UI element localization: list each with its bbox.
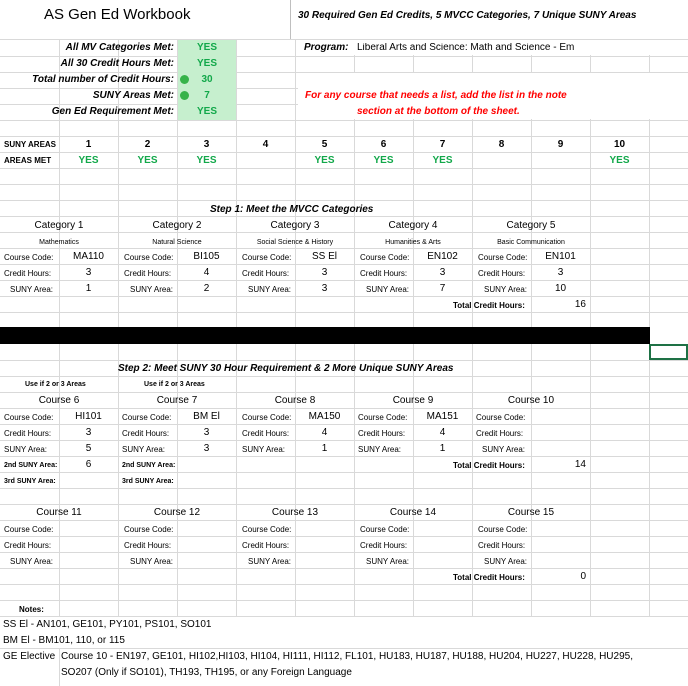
course-code-label: Course Code: bbox=[478, 253, 528, 262]
category-1-title: Category 1 bbox=[34, 220, 84, 231]
category-3-hours[interactable]: 3 bbox=[321, 267, 328, 278]
suny-area-label: SUNY Area: bbox=[358, 445, 401, 454]
course-code-label: Course Code: bbox=[122, 413, 172, 422]
course-code-label: Course Code: bbox=[360, 253, 410, 262]
course-6-code[interactable]: HI101 bbox=[75, 411, 102, 422]
course-code-label: Course Code: bbox=[4, 525, 54, 534]
course-7-area[interactable]: 3 bbox=[203, 443, 210, 454]
note-ss-elective: SS El - AN101, GE101, PY101, PS101, SO101 bbox=[3, 619, 212, 630]
suny-area-met: YES bbox=[373, 155, 394, 166]
category-3-code[interactable]: SS El bbox=[311, 251, 337, 262]
category-4-area[interactable]: 7 bbox=[439, 283, 446, 294]
total-credit-hours-label: Total Credit Hours: bbox=[453, 461, 525, 470]
course-7-hours[interactable]: 3 bbox=[203, 427, 210, 438]
suny-area-label: SUNY Area: bbox=[130, 285, 173, 294]
category-2-hours[interactable]: 4 bbox=[203, 267, 210, 278]
category-5-subject: Basic Communication bbox=[497, 239, 565, 246]
category-2-subject: Natural Science bbox=[152, 239, 202, 246]
status-value-gen-ed: YES bbox=[196, 106, 217, 117]
suny-area-number: 7 bbox=[439, 139, 446, 150]
program-value[interactable]: Liberal Arts and Science: Math and Science - Em bbox=[357, 43, 575, 53]
course-code-label: Course Code: bbox=[4, 253, 54, 262]
ge-elective-list-line-2: SO207 (Only if SO101), TH193, TH195, or any Foreign Language bbox=[61, 667, 352, 678]
total-credit-hours-step-2b: 0 bbox=[580, 571, 586, 582]
course-code-label: Course Code: bbox=[360, 525, 410, 534]
suny-area-met: YES bbox=[137, 155, 158, 166]
course-code-label: Course Code: bbox=[242, 525, 292, 534]
course-9-code[interactable]: MA151 bbox=[426, 411, 459, 422]
suny-area-met: YES bbox=[78, 155, 99, 166]
suny-areas-label: SUNY AREAS bbox=[4, 140, 57, 149]
status-label-credits: All 30 Credit Hours Met: bbox=[60, 58, 174, 69]
second-suny-area-label: 2nd SUNY Area: bbox=[122, 462, 176, 469]
course-8-hours[interactable]: 4 bbox=[321, 427, 328, 438]
status-value-mv: YES bbox=[196, 42, 217, 53]
course-6-title: Course 6 bbox=[38, 395, 80, 406]
green-status-dot-icon bbox=[180, 75, 189, 84]
credit-hours-label: Credit Hours: bbox=[478, 541, 526, 550]
suny-area-number: 9 bbox=[557, 139, 564, 150]
course-11-title: Course 11 bbox=[36, 507, 82, 518]
category-1-hours[interactable]: 3 bbox=[85, 267, 92, 278]
green-status-dot-icon bbox=[180, 91, 189, 100]
suny-area-number: 8 bbox=[498, 139, 505, 150]
list-note-line-1: For any course that needs a list, add the list in the note bbox=[305, 90, 567, 101]
suny-area-label: SUNY Area: bbox=[484, 557, 527, 566]
total-credit-hours-label: Total Credit Hours: bbox=[453, 573, 525, 582]
suny-area-met: YES bbox=[314, 155, 335, 166]
suny-area-label: SUNY Area: bbox=[130, 557, 173, 566]
credit-hours-label: Credit Hours: bbox=[478, 269, 526, 278]
course-13-title: Course 13 bbox=[271, 507, 319, 518]
course-code-label: Course Code: bbox=[358, 413, 408, 422]
course-8-area[interactable]: 1 bbox=[321, 443, 328, 454]
category-1-code[interactable]: MA110 bbox=[73, 251, 104, 262]
suny-area-number: 3 bbox=[203, 139, 210, 150]
suny-area-label: SUNY Area: bbox=[122, 445, 165, 454]
category-1-subject: Mathematics bbox=[39, 239, 79, 246]
use-if-note-course-6: Use if 2 or 3 Areas bbox=[25, 381, 86, 388]
suny-area-number: 5 bbox=[321, 139, 328, 150]
course-6-hours[interactable]: 3 bbox=[85, 427, 92, 438]
credit-hours-label: Credit Hours: bbox=[476, 429, 524, 438]
course-code-label: Course Code: bbox=[242, 413, 292, 422]
suny-area-number: 10 bbox=[613, 139, 626, 150]
course-code-label: Course Code: bbox=[242, 253, 292, 262]
category-5-area[interactable]: 10 bbox=[554, 283, 567, 294]
requirements-header: 30 Required Gen Ed Credits, 5 MVCC Categories, 7 Unique SUNY Areas bbox=[298, 10, 637, 21]
third-suny-area-label: 3rd SUNY Area: bbox=[122, 478, 174, 485]
credit-hours-label: Credit Hours: bbox=[4, 541, 52, 550]
course-6-area-2[interactable]: 6 bbox=[85, 459, 92, 470]
category-4-hours[interactable]: 3 bbox=[439, 267, 446, 278]
use-if-note-course-7: Use if 2 or 3 Areas bbox=[144, 381, 205, 388]
third-suny-area-label: 3rd SUNY Area: bbox=[4, 478, 56, 485]
credit-hours-label: Credit Hours: bbox=[242, 429, 290, 438]
status-label-gen-ed: Gen Ed Requirement Met: bbox=[51, 106, 174, 117]
credit-hours-label: Credit Hours: bbox=[4, 269, 52, 278]
credit-hours-label: Credit Hours: bbox=[358, 429, 406, 438]
second-suny-area-label: 2nd SUNY Area: bbox=[4, 462, 58, 469]
suny-area-number: 4 bbox=[262, 139, 269, 150]
category-5-title: Category 5 bbox=[506, 220, 556, 231]
step-2-heading: Step 2: Meet SUNY 30 Hour Requirement & 2 More Unique SUNY Areas bbox=[118, 363, 454, 374]
suny-area-met: YES bbox=[609, 155, 630, 166]
suny-area-label: SUNY Area: bbox=[4, 445, 47, 454]
step-1-heading: Step 1: Meet the MVCC Categories bbox=[210, 204, 374, 215]
status-label-mv: All MV Categories Met: bbox=[65, 42, 174, 53]
course-9-hours[interactable]: 4 bbox=[439, 427, 446, 438]
suny-area-label: SUNY Area: bbox=[10, 285, 53, 294]
course-12-title: Course 12 bbox=[153, 507, 201, 518]
status-value-suny-areas: 7 bbox=[204, 90, 210, 101]
suny-area-label: SUNY Area: bbox=[482, 445, 525, 454]
suny-area-label: SUNY Area: bbox=[366, 557, 409, 566]
total-credit-hours-step-1: 16 bbox=[574, 299, 586, 310]
ge-elective-label: GE Elective bbox=[3, 651, 56, 662]
category-1-area[interactable]: 1 bbox=[85, 283, 92, 294]
credit-hours-label: Credit Hours: bbox=[4, 429, 52, 438]
course-6-area[interactable]: 5 bbox=[85, 443, 92, 454]
suny-area-label: SUNY Area: bbox=[10, 557, 53, 566]
credit-hours-label: Credit Hours: bbox=[242, 541, 290, 550]
credit-hours-label: Credit Hours: bbox=[122, 429, 170, 438]
note-bm-elective: BM El - BM101, 110, or 115 bbox=[3, 635, 125, 646]
total-credit-hours-step-2a: 14 bbox=[574, 459, 586, 470]
course-7-title: Course 7 bbox=[156, 395, 198, 406]
notes-label: Notes: bbox=[19, 605, 44, 614]
status-label-suny-areas: SUNY Areas Met: bbox=[92, 90, 174, 101]
course-code-label: Course Code: bbox=[124, 253, 174, 262]
suny-area-number: 1 bbox=[85, 139, 92, 150]
suny-area-label: SUNY Area: bbox=[248, 285, 291, 294]
status-label-total-hours: Total number of Credit Hours: bbox=[32, 74, 174, 85]
course-15-title: Course 15 bbox=[507, 507, 555, 518]
suny-area-number: 6 bbox=[380, 139, 387, 150]
suny-area-met: YES bbox=[196, 155, 217, 166]
status-value-credits: YES bbox=[196, 58, 217, 69]
course-10-title: Course 10 bbox=[507, 395, 555, 406]
section-divider-bar bbox=[0, 327, 650, 344]
status-value-total-hours: 30 bbox=[201, 74, 213, 85]
suny-area-label: SUNY Area: bbox=[366, 285, 409, 294]
course-code-label: Course Code: bbox=[4, 413, 54, 422]
suny-area-number: 2 bbox=[144, 139, 151, 150]
selected-cell[interactable] bbox=[649, 344, 688, 360]
suny-area-label: SUNY Area: bbox=[484, 285, 527, 294]
course-code-label: Course Code: bbox=[476, 413, 526, 422]
course-14-title: Course 14 bbox=[389, 507, 437, 518]
credit-hours-label: Credit Hours: bbox=[360, 269, 408, 278]
category-2-title: Category 2 bbox=[152, 220, 202, 231]
credit-hours-label: Credit Hours: bbox=[242, 269, 290, 278]
category-2-code[interactable]: BI105 bbox=[193, 251, 220, 262]
category-5-code[interactable]: EN101 bbox=[545, 251, 576, 262]
category-5-hours[interactable]: 3 bbox=[557, 267, 564, 278]
category-2-area[interactable]: 2 bbox=[203, 283, 210, 294]
course-7-code[interactable]: BM El bbox=[193, 411, 220, 422]
credit-hours-label: Credit Hours: bbox=[360, 541, 408, 550]
credit-hours-label: Credit Hours: bbox=[124, 269, 172, 278]
suny-area-met: YES bbox=[432, 155, 453, 166]
list-note-line-2: section at the bottom of the sheet. bbox=[357, 106, 520, 117]
category-3-area[interactable]: 3 bbox=[321, 283, 328, 294]
category-3-title: Category 3 bbox=[270, 220, 320, 231]
category-4-title: Category 4 bbox=[388, 220, 438, 231]
course-8-code[interactable]: MA150 bbox=[308, 411, 341, 422]
category-4-subject: Humanities & Arts bbox=[385, 239, 441, 246]
ge-elective-list-line-1: Course 10 - EN197, GE101, HI102,HI103, HI104, HI111, HI112, FL101, HU183, HU187, HU188, HU204, HU227, HU228, HU295, bbox=[61, 651, 633, 662]
course-9-title: Course 9 bbox=[392, 395, 434, 406]
category-4-code[interactable]: EN102 bbox=[427, 251, 458, 262]
credit-hours-label: Credit Hours: bbox=[124, 541, 172, 550]
workbook-title: AS Gen Ed Workbook bbox=[44, 6, 191, 23]
course-9-area[interactable]: 1 bbox=[439, 443, 446, 454]
program-label: Program: bbox=[304, 42, 349, 53]
course-8-title: Course 8 bbox=[274, 395, 316, 406]
total-credit-hours-label: Total Credit Hours: bbox=[453, 301, 525, 310]
suny-area-label: SUNY Area: bbox=[248, 557, 291, 566]
course-code-label: Course Code: bbox=[124, 525, 174, 534]
course-code-label: Course Code: bbox=[478, 525, 528, 534]
category-3-subject: Social Science & History bbox=[256, 239, 334, 246]
areas-met-label: AREAS MET bbox=[4, 156, 52, 165]
suny-area-label: SUNY Area: bbox=[242, 445, 285, 454]
